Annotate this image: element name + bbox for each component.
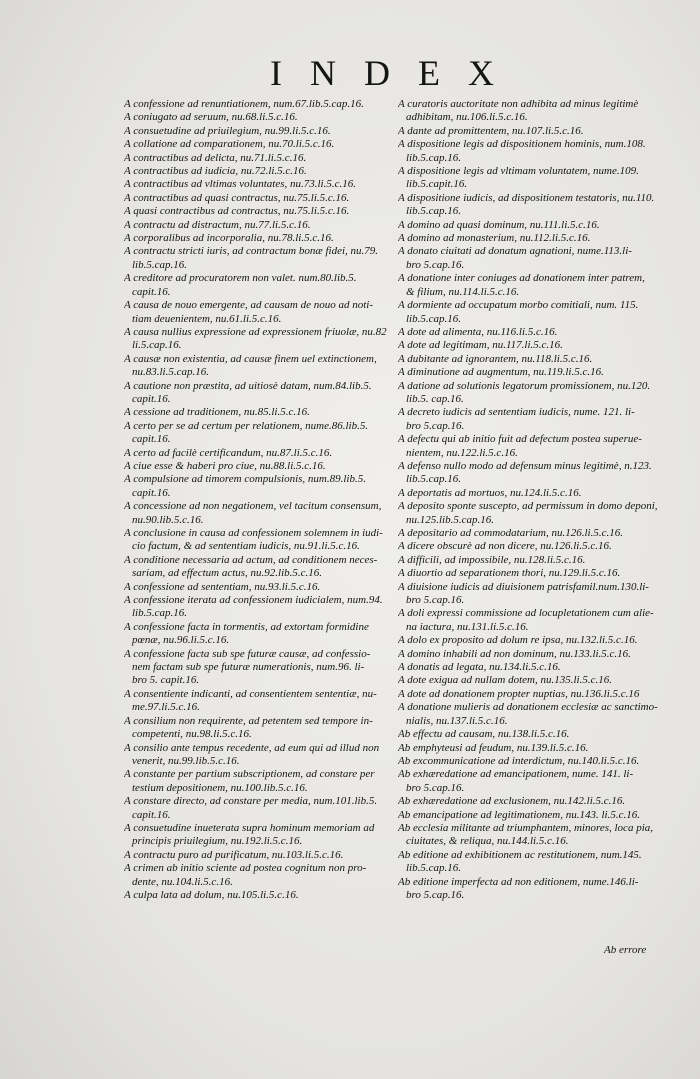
index-entry-line: A consilium non requirente, ad petentem sed tempore in- [124,714,373,727]
index-entry-line: Ab emphyteusi ad feudum, nu.139.li.5.c.16. [398,741,589,754]
index-entry-line: A crimen ab initio sciente ad postea cognitum non pro- [124,862,367,875]
index-entry-line: Ab editione ad exhibitionem ac restitutionem, num.145. [398,848,642,861]
index-entry-line: A curatoris auctoritate non adhibita ad minus legitimè [398,98,639,110]
index-entry-line: Ab exhæredatione ad exclusionem, nu.142.li.5.c.16. [398,795,626,808]
index-entry-line: tiam deuenientem, nu.61.li.5.c.16. [132,312,282,325]
index-entry [398,272,664,299]
index-entry [398,339,664,352]
index-entry [398,192,664,219]
index-entry-line: A dormiente ad occupatum morbo comitiali, num. 115. [398,299,639,312]
index-entry-line: capit.16. [132,392,171,405]
index-entry [124,111,392,124]
index-entry [124,245,392,272]
index-entry [124,447,392,460]
index-entry [398,701,664,728]
index-entry-line: ciuitates, & reliqua, nu.144.li.5.c.16. [406,835,569,848]
index-entry [124,205,392,218]
index-entry-line: nu.125.lib.5.cap.16. [406,513,494,526]
index-entry-line: A dispositione legis ad vltimam voluntatem, nume.109. [398,165,639,178]
index-entry-line: nem factam sub spe futuræ numerationis, num.96. li- [132,661,365,674]
index-entry-line: lib.5.cap.16. [406,862,461,875]
index-entry-line: A corporalibus ad incorporalia, nu.78.li.5.c.16. [124,232,334,245]
index-entry [124,822,392,849]
index-entry [398,219,664,232]
index-entry [398,728,664,741]
index-entry [124,849,392,862]
index-entry-line: A contractu stricti iuris, ad contractum bonæ fidei, nu.79. [124,245,379,258]
index-entry-line: A dispositione iudicis, ad dispositionem testatoris, nu.110. [398,191,655,204]
index-entry [124,420,392,447]
index-entry-line: adhibitam, nu.106.li.5.c.16. [406,111,528,124]
index-entry-line: A defectu qui ab initio fuit ad defectum postea superue- [398,433,642,446]
index-entry [124,581,392,594]
index-entry-line: lib.5.capit.16. [406,178,468,191]
index-entry-line: lib.5.cap.16. [132,607,187,620]
index-entry-line: A contractibus ad vltimas voluntates, nu.73.li.5.c.16. [124,178,356,191]
index-entry-line: pœnæ, nu.96.li.5.c.16. [132,634,230,647]
index-entry [398,232,664,245]
index-entry-line: A collatione ad comparationem, nu.70.li.5.c.16. [124,138,335,151]
index-entry [124,232,392,245]
index-entry-line: testium depositionem, nu.100.lib.5.c.16. [132,781,308,794]
index-entry-line: A consuetudine ad priuilegium, nu.99.li.5.c.16. [124,124,331,137]
index-entry [124,178,392,191]
index-entry-line: A dote ad legitimam, nu.117.li.5.c.16. [398,339,563,352]
index-entry-line: A contractu ad distractum, nu.77.li.5.c.16. [124,218,311,231]
index-entry [398,460,664,487]
index-entry-line: Ab editione imperfecta ad non editionem, nume.146.li- [398,875,639,888]
index-entry-line: A conclusione in causa ad confessionem solemnem in iudi- [124,527,383,539]
index-entry-line: lib.5.cap.16. [406,473,461,486]
index-entry-line: A donato ciuitati ad donatum agnationi, nume.113.li- [398,245,632,258]
index-entry [398,581,664,608]
index-entry [124,219,392,232]
index-entry [124,688,392,715]
index-entry [398,674,664,687]
index-entry-line: A constare directo, ad constare per media, num.101.lib.5. [124,795,378,808]
index-entry [398,795,664,808]
index-entry [124,500,392,527]
index-entry-line: na iactura, nu.131.li.5.c.16. [406,620,529,633]
index-entry-line: A dicere obscurè ad non dicere, nu.126.li.5.c.16. [398,540,612,553]
index-entry-line: lib.5.cap.16. [132,258,187,271]
index-entry-line: A confessione facta sub spe futuræ causæ, ad confessio- [124,647,371,660]
index-entry-line: bro 5.cap.16. [406,888,465,901]
index-entry [124,138,392,151]
index-entry-line: Ab emancipatione ad legitimationem, nu.143. li.5.c.16. [398,808,640,821]
index-entry [398,648,664,661]
index-entry-line: A certo ad facilè certificandum, nu.87.li.5.c.16. [124,446,333,459]
index-entry-line: A datione ad solutionis legatorum promissionem, nu.120. [398,379,651,392]
index-entry [124,125,392,138]
index-entry [124,594,392,621]
index-entry-line: A constante per partium subscriptionem, ad constare per [124,768,375,781]
index-entry-line: nialis, nu.137.li.5.c.16. [406,714,508,727]
index-entry-line: Ab effectu ad causam, nu.138.li.5.c.16. [398,728,570,741]
index-entry [398,353,664,366]
index-entry-line: nu.90.lib.5.c.16. [132,513,204,526]
index-entry-line: me.97.li.5.c.16. [132,701,200,714]
index-entry-line: A donatione mulieris ad donationem ecclesiæ ac sanctimo- [398,701,658,714]
index-entry-line: A diuisione iudicis ad diuisionem patrisfamil.num.130.li- [398,580,649,593]
index-entry [124,473,392,500]
index-entry-line: A contractibus ad iudicia, nu.72.li.5.c.16. [124,165,307,178]
index-entry-line: capit.16. [132,433,171,446]
index-entry-line: & filium, nu.114.li.5.c.16. [406,285,520,298]
index-entry [398,607,664,634]
index-entry [124,742,392,769]
index-entry [398,567,664,580]
index-entry [398,540,664,553]
index-entry-line: A domino ad monasterium, nu.112.li.5.c.16. [398,232,591,245]
index-entry-line: bro 5.cap.16. [406,781,465,794]
index-entry [124,460,392,473]
index-entry [124,380,392,407]
index-entry [398,245,664,272]
index-entry-line: A conditione necessaria ad actum, ad conditionem neces- [124,553,378,566]
index-entry-line: A confessione ad renuntiationem, num.67.lib.5.cap.16. [124,98,364,110]
index-entry-line: capit.16. [132,486,171,499]
index-entry-line: Ab exhæredatione ad emancipationem, nume. 141. li- [398,768,634,781]
index-entry-line: A creditore ad procuratorem non valet. num.80.lib.5. [124,272,357,285]
index-entry-line: A contractibus ad delicta, nu.71.li.5.c.16. [124,151,307,164]
index-entry-line: venerit, nu.99.lib.5.c.16. [132,754,240,767]
index-entry [398,487,664,500]
index-entry-line: A coniugato ad seruum, nu.68.li.5.c.16. [124,111,298,124]
index-entry-line: sariam, ad effectum actus, nu.92.lib.5.c.16. [132,567,323,580]
index-entry-line: A depositario ad commodatarium, nu.126.li.5.c.16. [398,527,623,539]
index-entry [124,353,392,380]
index-entry-line: li.5.cap.16. [132,339,182,352]
index-entry-line: A quasi contractibus ad contractus, nu.75.li.5.c.16. [124,205,350,218]
index-entry-line: competenti, nu.98.li.5.c.16. [132,728,252,741]
index-entry-line: bro 5.cap.16. [406,594,465,607]
index-entry [124,768,392,795]
index-entry-line: A confessione ad sententiam, nu.93.li.5.c.16. [124,580,321,593]
index-entry [398,661,664,674]
index-entry-line: A consentiente indicanti, ad consentientem sententiæ, nu- [124,687,377,700]
index-entry-line: A causæ non existentia, ad causæ finem uel extinctionem, [124,352,377,365]
index-entry [398,433,664,460]
index-entry-line: bro 5.cap.16. [406,419,465,432]
index-entry-line: A dubitante ad ignorantem, nu.118.li.5.c.16. [398,352,593,365]
index-entry [124,554,392,581]
index-entry [398,822,664,849]
index-entry-line: A diuortio ad separationem thori, nu.129.li.5.c.16. [398,567,621,580]
index-entry-line: Ab ecclesia militante ad triumphantem, minores, loca pia, [398,821,653,834]
index-entry-line: A cessione ad traditionem, nu.85.li.5.c.16. [124,406,310,419]
index-entry-line: A deportatis ad mortuos, nu.124.li.5.c.16. [398,486,582,499]
index-entry [398,98,664,125]
index-entry-line: A doli expressi commissione ad locupletationem cum alie- [398,607,654,620]
page-title: INDEX [270,53,522,93]
index-entry-line: nu.83.li.5.cap.16. [132,366,209,379]
index-entry [398,500,664,527]
index-entry [124,648,392,688]
index-entry-line: A consilio ante tempus recedente, ad eum qui ad illud non [124,741,380,754]
index-entry-line: bro 5. capit.16. [132,674,200,687]
index-entry-line: A domino ad quasi dominum, nu.111.li.5.c.16. [398,218,600,231]
index-entry [398,768,664,795]
index-entry [398,125,664,138]
left-column [124,98,392,902]
index-entry [398,299,664,326]
index-entry-line: A contractu puro ad purificatum, nu.103.li.5.c.16. [124,848,344,861]
index-entry-line: A diminutione ad augmentum, nu.119.li.5.c.16. [398,366,604,379]
index-entry-line: A defenso nullo modo ad defensum minus legitimè, n.123. [398,459,652,472]
index-entry-line: principis priuilegium, nu.192.li.5.c.16. [132,835,303,848]
index-entry-line: capit.16. [132,285,171,298]
index-entry-line: A dote exigua ad nullam dotem, nu.135.li.5.c.16. [398,674,612,687]
index-entry-line: A contractibus ad quasi contractus, nu.75.li.5.c.16. [124,191,350,204]
index-entry-line: A dote ad alimenta, nu.116.li.5.c.16. [398,325,558,338]
index-entry-line: A causa de nouo emergente, ad causam de nouo ad noti- [124,299,373,312]
index-entry-line: A difficili, ad impossibile, nu.128.li.5.c.16. [398,553,586,566]
index-entry-line: dente, nu.104.li.5.c.16. [132,875,233,888]
right-column [398,98,664,902]
index-entry [398,849,664,876]
index-entry-line: A ciue esse & haberi pro ciue, nu.88.li.5.c.16. [124,459,326,472]
index-entry-line: lib.5. cap.16. [406,392,464,405]
index-entry [398,755,664,768]
index-entry-line: A causa nullius expressione ad expressionem friuolæ, nu.82 [124,325,387,338]
index-entry [398,554,664,567]
index-entry [124,862,392,889]
index-entry-line: lib.5.cap.16. [406,151,461,164]
index-entry [124,152,392,165]
index-entry-line: bro 5.cap.16. [406,258,465,271]
index-entry-line: A certo per se ad certum per relationem, nume.86.lib.5. [124,419,369,432]
index-entry [124,406,392,419]
index-entry [124,715,392,742]
index-entry [398,742,664,755]
index-entry-line: A deposito sponte suscepto, ad permissum in domo deponi, [398,500,658,513]
catchword: Ab errore [604,944,647,956]
index-entry [398,326,664,339]
index-entry-line: A consuetudine inueterata supra hominum memoriam ad [124,821,375,834]
index-entry [124,527,392,554]
index-entry-line: capit.16. [132,808,171,821]
index-entry-line: A dispositione legis ad dispositionem hominis, num.108. [398,138,646,151]
index-entry [124,299,392,326]
index-entry-line: A donatione inter coniuges ad donationem inter patrem, [398,272,645,285]
index-entry [398,688,664,701]
index-entry [398,809,664,822]
index-entry-line: lib.5.cap.16. [406,312,461,325]
index-entry-line: A domino inhabili ad non dominum, nu.133.li.5.c.16. [398,647,631,660]
index-entry [124,795,392,822]
index-entry-line: A confessione iterata ad confessionem iudicialem, num.94. [124,594,383,607]
index-entry [124,272,392,299]
index-entry-line: A dolo ex proposito ad dolum re ipsa, nu.132.li.5.c.16. [398,634,638,647]
index-entry-line: A confessione facta in tormentis, ad extortam formidine [124,620,369,633]
index-entry-line: A concessione ad non negationem, vel tacitum consensum, [124,500,382,513]
index-entry [124,192,392,205]
index-entry-line: A dante ad promittentem, nu.107.li.5.c.16. [398,124,584,137]
index-entry-line: A donatis ad legata, nu.134.li.5.c.16. [398,661,561,674]
index-entry [398,634,664,647]
index-entry [398,165,664,192]
index-entry [124,889,392,902]
index-entry [124,165,392,178]
index-entry-line: cio factum, & ad sententiam iudicis, nu.91.li.5.c.16. [132,540,360,553]
index-entry [398,366,664,379]
index-entry-line: A cautione non præstita, ad uitiosè datam, num.84.lib.5. [124,379,372,392]
index-entry [398,406,664,433]
index-entry-line: lib.5.cap.16. [406,205,461,218]
index-entry [398,380,664,407]
index-entry-line: A culpa lata ad dolum, nu.105.li.5.c.16. [124,888,299,901]
index-entry-line: A dote ad donationem propter nuptias, nu.136.li.5.c.16 [398,687,640,700]
index-entry-line: nientem, nu.122.li.5.c.16. [406,446,518,459]
index-entry [124,621,392,648]
index-entry [124,98,392,111]
index-entry [398,876,664,903]
index-entry-line: A compulsione ad timorem compulsionis, num.89.lib.5. [124,473,366,486]
index-entry [398,527,664,540]
index-entry [124,326,392,353]
index-entry [398,138,664,165]
index-entry-line: Ab excommunicatione ad interdictum, nu.140.li.5.c.16. [398,754,640,767]
index-entry-line: A decreto iudicis ad sententiam iudicis, nume. 121. li- [398,406,635,419]
